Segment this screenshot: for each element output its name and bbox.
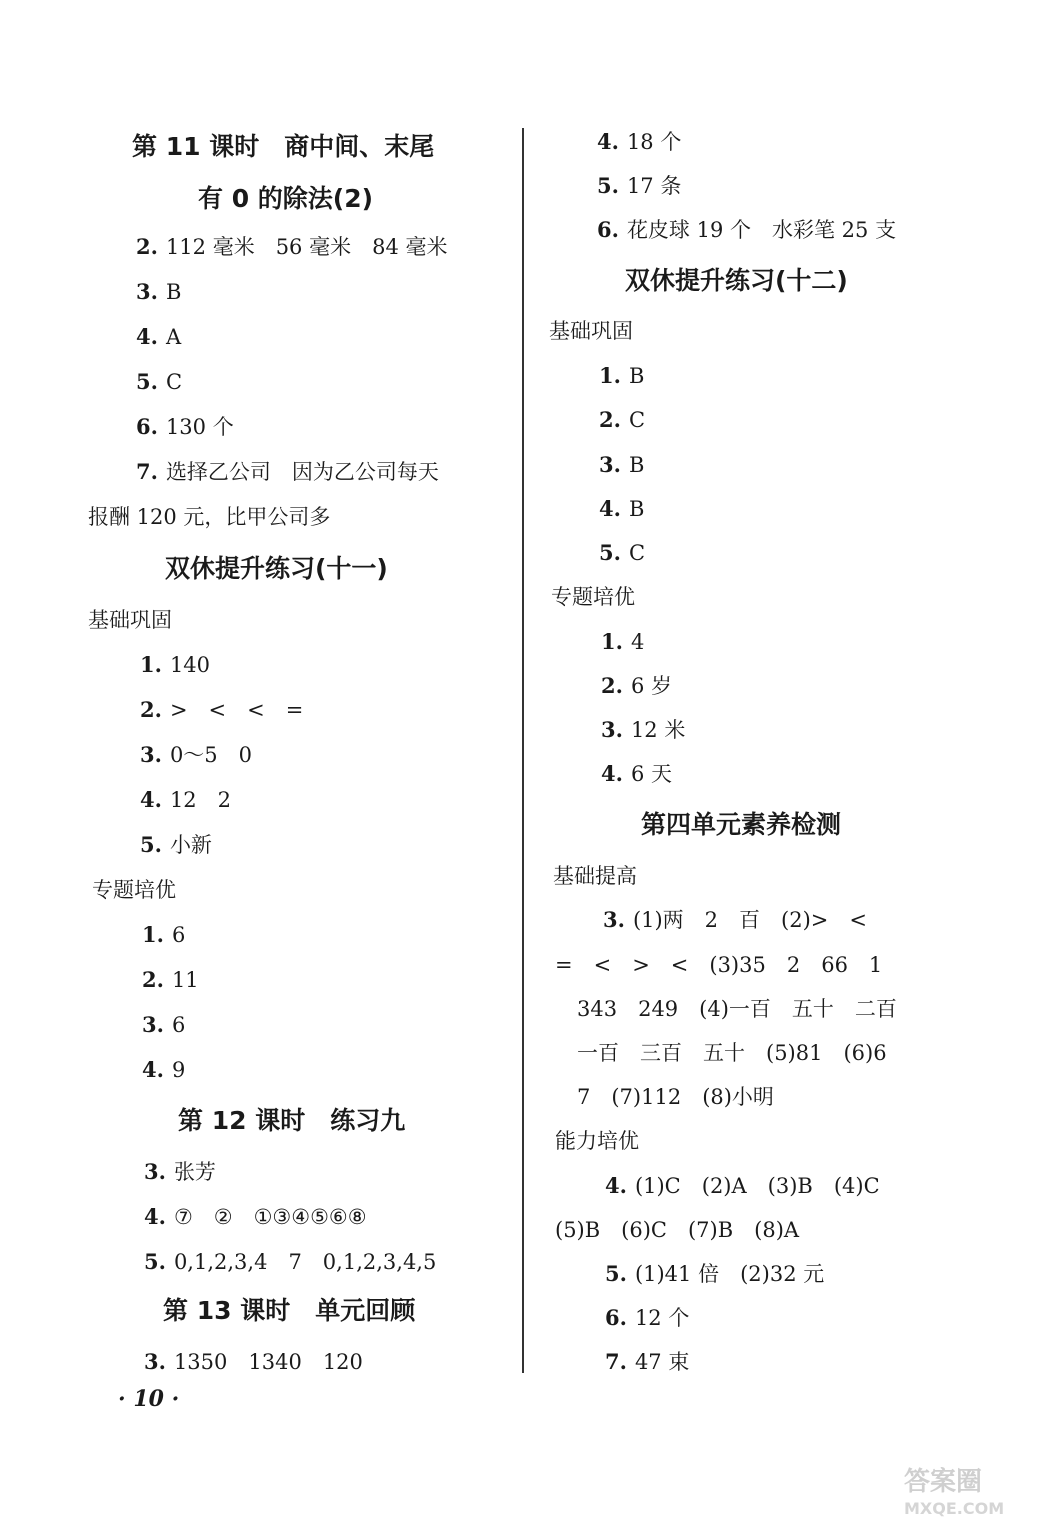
answer-item: 3. 0～5 0 bbox=[140, 742, 253, 767]
answer-item: 1. 6 bbox=[142, 922, 186, 947]
answer-item: 5. 0,1,2,3,4 7 0,1,2,3,4,5 bbox=[144, 1249, 437, 1274]
section-basic-improvement: 基础提高 bbox=[553, 864, 637, 888]
answer-item: 3. (1)两 2 百 (2)> < bbox=[603, 907, 867, 932]
answer-item: 2. C bbox=[599, 407, 646, 432]
answer-item: 2. > < < = bbox=[140, 697, 304, 722]
lesson-11-title-line2: 有 0 的除法(2) bbox=[198, 184, 374, 213]
answer-item: 5. C bbox=[136, 369, 183, 394]
answer-continuation: 报酬 120 元，比甲公司多 bbox=[88, 505, 331, 529]
column-divider bbox=[522, 128, 524, 1373]
section-ability-cultivation: 能力培优 bbox=[555, 1129, 639, 1153]
answer-item: 2. 6 岁 bbox=[601, 673, 672, 698]
answer-item: 3. 1350 1340 120 bbox=[144, 1349, 363, 1374]
answer-item: 4. 18 个 bbox=[597, 129, 682, 154]
answer-item: 3. 张芳 bbox=[144, 1159, 216, 1184]
answer-item: 3. B bbox=[599, 452, 645, 477]
answer-item: 2. 11 bbox=[142, 967, 199, 992]
svg-text:MXQE.COM: MXQE.COM bbox=[904, 1499, 1005, 1518]
answer-item: 5. 小新 bbox=[140, 832, 212, 857]
answer-item: 6. 花皮球 19 个 水彩笔 25 支 bbox=[597, 217, 897, 242]
answer-item: 4. 6 天 bbox=[601, 761, 672, 786]
answer-item: 4. 9 bbox=[142, 1057, 186, 1082]
unit-4-assessment-title: 第四单元素养检测 bbox=[641, 810, 842, 839]
answer-item: 3. B bbox=[136, 279, 182, 304]
answer-item: 5. 17 条 bbox=[597, 173, 682, 198]
section-basic-consolidation: 基础巩固 bbox=[549, 319, 633, 343]
lesson-12-title: 第 12 课时 练习九 bbox=[178, 1106, 406, 1135]
answer-item: 4. ⑦ ② ①③④⑤⑥⑧ bbox=[144, 1204, 367, 1229]
answer-item: 4. (1)C (2)A (3)B (4)C bbox=[605, 1173, 880, 1198]
answer-item: 2. 112 毫米 56 毫米 84 毫米 bbox=[136, 234, 448, 259]
answer-item: 4. A bbox=[136, 324, 182, 349]
answer-item: 1. 4 bbox=[601, 629, 645, 654]
answer-item: 4. 12 2 bbox=[140, 787, 232, 812]
answer-item: 3. 12 米 bbox=[601, 717, 686, 742]
lesson-13-title: 第 13 课时 单元回顾 bbox=[163, 1296, 416, 1325]
answer-item: 6. 130 个 bbox=[136, 414, 234, 439]
answer-item: 3. 6 bbox=[142, 1012, 186, 1037]
answer-continuation: 7 (7)112 (8)小明 bbox=[577, 1085, 774, 1109]
answer-item: 7. 选择乙公司 因为乙公司每天 bbox=[136, 459, 439, 484]
answer-continuation: 343 249 (4)一百 五十 二百 bbox=[577, 997, 897, 1021]
answer-item: 6. 12 个 bbox=[605, 1305, 690, 1330]
answer-item: 4. B bbox=[599, 496, 645, 521]
answer-item: 5. (1)41 倍 (2)32 元 bbox=[605, 1261, 825, 1286]
weekend-practice-11-title: 双休提升练习(十一) bbox=[165, 554, 388, 583]
watermark-logo bbox=[900, 1460, 1030, 1520]
answer-continuation: = < > < (3)35 2 66 1 bbox=[555, 953, 883, 977]
lesson-11-title-line1: 第 11 课时 商中间、末尾 bbox=[132, 132, 435, 161]
svg-text:答案圈: 答案圈 bbox=[904, 1467, 983, 1497]
answer-item: 5. C bbox=[599, 540, 646, 565]
answer-item: 1. 140 bbox=[140, 652, 211, 677]
answer-continuation: 一百 三百 五十 (5)81 (6)6 bbox=[577, 1041, 887, 1065]
answer-item: 1. B bbox=[599, 363, 645, 388]
section-special-topic: 专题培优 bbox=[92, 878, 176, 902]
section-special-topic: 专题培优 bbox=[551, 585, 635, 609]
page-number: · 10 · bbox=[118, 1386, 180, 1412]
answer-item: 7. 47 束 bbox=[605, 1349, 690, 1374]
answer-continuation: (5)B (6)C (7)B (8)A bbox=[555, 1218, 800, 1242]
weekend-practice-12-title: 双休提升练习(十二) bbox=[625, 266, 848, 295]
section-basic-consolidation: 基础巩固 bbox=[88, 608, 172, 632]
